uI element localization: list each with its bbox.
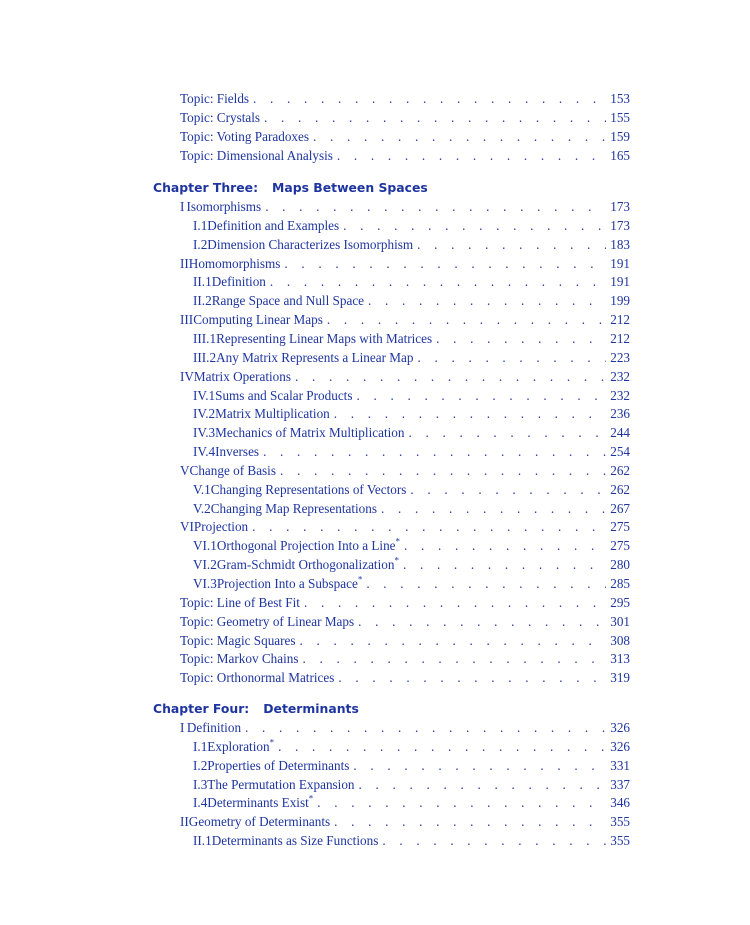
dot-leader [264, 108, 606, 127]
toc-entry [180, 649, 630, 668]
toc-entry-link[interactable] [180, 461, 630, 480]
toc-entry-link[interactable] [180, 89, 630, 108]
section-title [215, 386, 352, 405]
section-title [207, 775, 354, 794]
dot-leader [280, 461, 606, 480]
toc-entry [180, 197, 630, 216]
toc-entry [180, 612, 630, 631]
section-title-text: Changing Representations of Vectors [210, 481, 407, 497]
section-title [180, 612, 354, 631]
section-title [187, 718, 241, 737]
page-number: 232 [610, 387, 630, 403]
toc-entry-link[interactable] [180, 718, 630, 737]
section-number: I.3 [193, 776, 208, 792]
toc-entry-link[interactable] [193, 831, 630, 850]
page-number: 244 [610, 425, 630, 441]
toc-entry-link[interactable] [180, 146, 630, 165]
toc-entry-link[interactable] [193, 272, 630, 291]
section-number: VI [180, 519, 194, 535]
section-title [207, 737, 274, 756]
toc-entry-link[interactable] [193, 536, 630, 555]
dot-leader [404, 536, 606, 555]
section-title-text: Orthogonal Projection Into a Line [216, 538, 396, 554]
section-title [211, 499, 377, 518]
page-number: 254 [610, 444, 630, 460]
section-title [212, 272, 266, 291]
section-title [180, 668, 334, 687]
dot-leader [334, 404, 606, 423]
dot-leader [359, 775, 606, 794]
section-title [190, 461, 276, 480]
toc-entry-link[interactable] [193, 793, 630, 812]
optional-star-mark: * [357, 574, 363, 585]
section-title [193, 310, 323, 329]
toc-entry [193, 423, 630, 442]
section-title [207, 235, 413, 254]
toc-entry [193, 235, 630, 254]
page-number: 159 [610, 128, 630, 144]
optional-star-mark: * [269, 737, 275, 748]
toc-entry-link[interactable] [180, 367, 630, 386]
toc-entry [180, 127, 630, 146]
section-title-text: Topic: Markov Chains [180, 651, 299, 667]
section-title-text: Topic: Orthonormal Matrices [180, 670, 335, 686]
section-title-text: Topic: Fields [180, 91, 250, 106]
toc-entry-link[interactable] [180, 593, 630, 612]
toc-entry [193, 386, 630, 405]
section-title-text: Projection Into a Subspace [216, 576, 358, 591]
section-title [180, 146, 333, 165]
section-title-text: Representing Linear Maps with Matrices [216, 330, 433, 346]
section-number: III.2 [193, 349, 217, 365]
dot-leader [358, 612, 606, 631]
section-title [207, 216, 339, 235]
toc-entry-link[interactable] [180, 812, 630, 831]
section-number: V.2 [193, 500, 211, 516]
section-number: I [180, 720, 185, 735]
toc-entry-link[interactable] [193, 775, 630, 794]
dot-leader [338, 668, 606, 687]
page-number: 173 [610, 217, 630, 233]
section-number: III [180, 312, 194, 328]
toc-entry [180, 89, 630, 108]
section-title-text: Definition [186, 720, 242, 735]
section-title [180, 631, 296, 650]
section-title [194, 367, 291, 386]
section-title [215, 442, 259, 461]
section-title-text: Topic: Line of Best Fit [180, 594, 300, 610]
toc-entry [193, 329, 630, 348]
toc-entry [193, 737, 630, 756]
section-title-text: Matrix Multiplication [215, 406, 330, 422]
dot-leader [327, 310, 606, 329]
dot-leader [245, 718, 606, 737]
chapter-heading[interactable] [153, 701, 359, 717]
dot-leader [252, 517, 606, 536]
toc-entry [180, 718, 630, 737]
dot-leader [317, 793, 606, 812]
section-number: II [180, 255, 189, 271]
section-title-text: Sums and Scalar Products [215, 387, 353, 403]
section-title [180, 649, 298, 668]
dot-leader [313, 127, 606, 146]
section-title [211, 480, 407, 499]
section-title-text: The Permutation Expansion [207, 776, 355, 792]
page-number: 267 [610, 500, 630, 516]
section-title [189, 812, 330, 831]
toc-entry-link[interactable] [193, 480, 630, 499]
section-number: IV.1 [193, 387, 216, 403]
page-number: 301 [610, 613, 630, 629]
section-title-text: Definition [211, 274, 266, 290]
page-number: 191 [610, 255, 630, 271]
toc-entry-link[interactable] [180, 612, 630, 631]
dot-leader [263, 442, 606, 461]
toc-entry [193, 499, 630, 518]
section-title-text: Properties of Determinants [207, 757, 350, 773]
toc-entry-link[interactable] [180, 649, 630, 668]
chapter-label: Chapter Three: [153, 180, 259, 195]
dot-leader [270, 272, 606, 291]
toc-entry-link[interactable] [193, 499, 630, 518]
page-number: 223 [610, 349, 630, 365]
section-number: I.2 [193, 236, 208, 252]
section-title-text: Topic: Dimensional Analysis [180, 147, 333, 163]
dot-leader [436, 329, 606, 348]
section-title [216, 329, 432, 348]
section-title-text: Topic: Magic Squares [180, 632, 296, 648]
section-title [212, 291, 364, 310]
toc-entry-link[interactable] [193, 442, 630, 461]
toc-entry-link[interactable] [193, 737, 630, 756]
dot-leader [304, 593, 606, 612]
page-number: 280 [610, 557, 630, 573]
page-number: 355 [610, 833, 630, 849]
optional-star-mark: * [395, 536, 401, 547]
section-number: V [180, 462, 190, 478]
optional-star-mark: * [394, 555, 399, 566]
section-number: V.1 [193, 481, 211, 497]
section-title-text: Gram-Schmidt Orthogonalization [216, 557, 395, 573]
chapter-heading[interactable] [153, 180, 428, 196]
section-title [215, 404, 330, 423]
toc-entry [193, 555, 630, 574]
section-title-text: Topic: Crystals [180, 109, 261, 125]
toc-entry-link[interactable] [193, 756, 630, 775]
toc-entry-link[interactable] [193, 386, 630, 405]
dot-leader [278, 737, 606, 756]
page-number: 275 [610, 519, 630, 535]
toc-entry-link[interactable] [180, 310, 630, 329]
section-title [217, 574, 363, 593]
section-number: I [180, 199, 185, 214]
toc-entry [180, 517, 630, 536]
page-number: 199 [610, 293, 630, 309]
dot-leader [302, 649, 606, 668]
toc-entry-link[interactable] [180, 631, 630, 650]
section-title [216, 348, 413, 367]
section-title [180, 127, 309, 146]
dot-leader [353, 756, 606, 775]
page-number: 275 [610, 538, 630, 554]
page-number: 212 [610, 312, 630, 328]
toc-entry-link[interactable] [180, 197, 630, 216]
toc-entry-link[interactable] [180, 668, 630, 687]
dot-leader [381, 499, 606, 518]
section-title-text: Changing Map Representations [210, 500, 377, 516]
toc-entry-link[interactable] [193, 423, 630, 442]
section-title-text: Definition and Examples [207, 217, 340, 233]
page-number: 236 [610, 406, 630, 422]
dot-leader [356, 386, 606, 405]
toc-entry-link[interactable] [193, 235, 630, 254]
section-title [217, 536, 400, 555]
section-title-text: Determinants Exist [207, 795, 309, 811]
section-title-text: Range Space and Null Space [211, 293, 365, 309]
section-number: VI.1 [193, 538, 217, 554]
section-title-text: Any Matrix Represents a Linear Map [216, 349, 414, 365]
toc-entry [180, 310, 630, 329]
page-number: 326 [610, 720, 630, 735]
dot-leader [284, 254, 606, 273]
section-title-text: Isomorphisms [186, 199, 262, 214]
toc-entry [180, 812, 630, 831]
section-number: II.1 [193, 274, 212, 290]
toc-entry-link[interactable] [193, 348, 630, 367]
page-number: 355 [610, 814, 630, 830]
page-number: 285 [610, 576, 630, 591]
dot-leader [417, 235, 606, 254]
section-title [189, 254, 281, 273]
page-number: 346 [610, 795, 630, 811]
section-title [194, 517, 248, 536]
dot-leader [295, 367, 606, 386]
dot-leader [337, 146, 606, 165]
page-number: 183 [610, 236, 630, 252]
section-title-text: Homomorphisms [188, 255, 281, 271]
section-title-text: Matrix Operations [193, 368, 291, 384]
toc-entry [180, 367, 630, 386]
toc-entry-link[interactable] [180, 254, 630, 273]
toc-entry [180, 146, 630, 165]
page-number: 232 [610, 368, 630, 384]
section-title-text: Change of Basis [189, 462, 276, 478]
page-number: 262 [610, 481, 630, 497]
section-title-text: Inverses [215, 444, 260, 460]
toc-entry-link[interactable] [193, 291, 630, 310]
toc-entry-link[interactable] [193, 404, 630, 423]
section-number: II.1 [193, 833, 212, 849]
section-title [186, 197, 261, 216]
dot-leader [334, 812, 606, 831]
section-title [207, 793, 313, 812]
section-title [212, 831, 379, 850]
toc-entry-link[interactable] [180, 127, 630, 146]
page-number: 173 [610, 199, 630, 214]
page-number: 331 [610, 757, 630, 773]
section-title-text: Exploration [207, 738, 270, 754]
section-title-text: Topic: Voting Paradoxes [180, 128, 309, 144]
section-title [180, 108, 260, 127]
dot-leader [417, 348, 606, 367]
section-number: II [180, 814, 189, 830]
toc-entry [180, 668, 630, 687]
section-number: I.1 [193, 738, 208, 754]
section-title-text: Mechanics of Matrix Multiplication [215, 425, 405, 441]
section-number: III.1 [193, 330, 217, 346]
dot-leader [368, 291, 606, 310]
section-title-text: Determinants as Size Functions [211, 833, 379, 849]
chapter-title: Determinants [263, 701, 359, 716]
toc-entry-link[interactable] [193, 329, 630, 348]
dot-leader [408, 423, 606, 442]
section-number: IV.4 [193, 444, 216, 460]
section-number: I.2 [193, 757, 208, 773]
section-title [215, 423, 404, 442]
section-title [180, 593, 300, 612]
section-number: I.4 [193, 795, 208, 811]
toc-entry [180, 631, 630, 650]
section-number: IV.3 [193, 425, 216, 441]
page-number: 191 [610, 274, 630, 290]
page-number: 153 [610, 91, 630, 106]
toc-entry [193, 536, 630, 555]
page-number: 313 [610, 651, 630, 667]
section-number: I.1 [193, 217, 208, 233]
section-number: IV.2 [193, 406, 216, 422]
toc-entry [193, 574, 630, 593]
toc-entry [193, 793, 630, 812]
dot-leader [300, 631, 606, 650]
dot-leader [265, 197, 606, 216]
page-number: 262 [610, 462, 630, 478]
toc-entry-link[interactable] [180, 108, 630, 127]
toc-entry [193, 831, 630, 850]
toc-entry [193, 775, 630, 794]
section-title [180, 89, 249, 108]
section-number: VI.2 [193, 557, 217, 573]
toc-entry-link[interactable] [193, 555, 630, 574]
chapter-label: Chapter Four: [153, 701, 250, 716]
dot-leader [253, 89, 606, 108]
toc-entry [193, 216, 630, 235]
section-title-text: Computing Linear Maps [193, 312, 323, 328]
section-number: VI.3 [193, 576, 217, 591]
toc-entry-link[interactable] [180, 517, 630, 536]
page-number: 165 [610, 147, 630, 163]
section-title-text: Topic: Geometry of Linear Maps [180, 613, 355, 629]
section-title-text: Projection [193, 519, 249, 535]
dot-leader [382, 831, 606, 850]
optional-star-mark: * [308, 794, 314, 804]
page-number: 295 [610, 594, 630, 610]
section-number: IV [180, 368, 194, 384]
chapter-title: Maps Between Spaces [272, 180, 428, 195]
toc-entry [193, 480, 630, 499]
page-number: 319 [610, 670, 630, 686]
toc-entry [193, 291, 630, 310]
toc-entry [180, 461, 630, 480]
toc-entry [193, 756, 630, 775]
page-number: 155 [610, 109, 630, 125]
toc-entry [193, 272, 630, 291]
toc-entry-link[interactable] [193, 216, 630, 235]
dot-leader [403, 555, 606, 574]
section-title [217, 555, 399, 574]
section-number: II.2 [193, 293, 212, 309]
section-title [207, 756, 349, 775]
toc-entry [180, 108, 630, 127]
dot-leader [343, 216, 606, 235]
toc-entry [193, 348, 630, 367]
page-number: 326 [610, 738, 630, 754]
toc-entry-link[interactable] [193, 574, 630, 593]
toc-entry [180, 254, 630, 273]
page-number: 337 [610, 776, 630, 792]
toc-entry [193, 404, 630, 423]
page-number: 212 [610, 330, 630, 346]
dot-leader [366, 574, 606, 593]
section-title-text: Dimension Characterizes Isomorphism [207, 236, 414, 252]
dot-leader [410, 480, 606, 499]
section-title-text: Geometry of Determinants [188, 814, 331, 830]
toc-entry [193, 442, 630, 461]
page-number: 308 [610, 632, 630, 648]
toc-entry [180, 593, 630, 612]
